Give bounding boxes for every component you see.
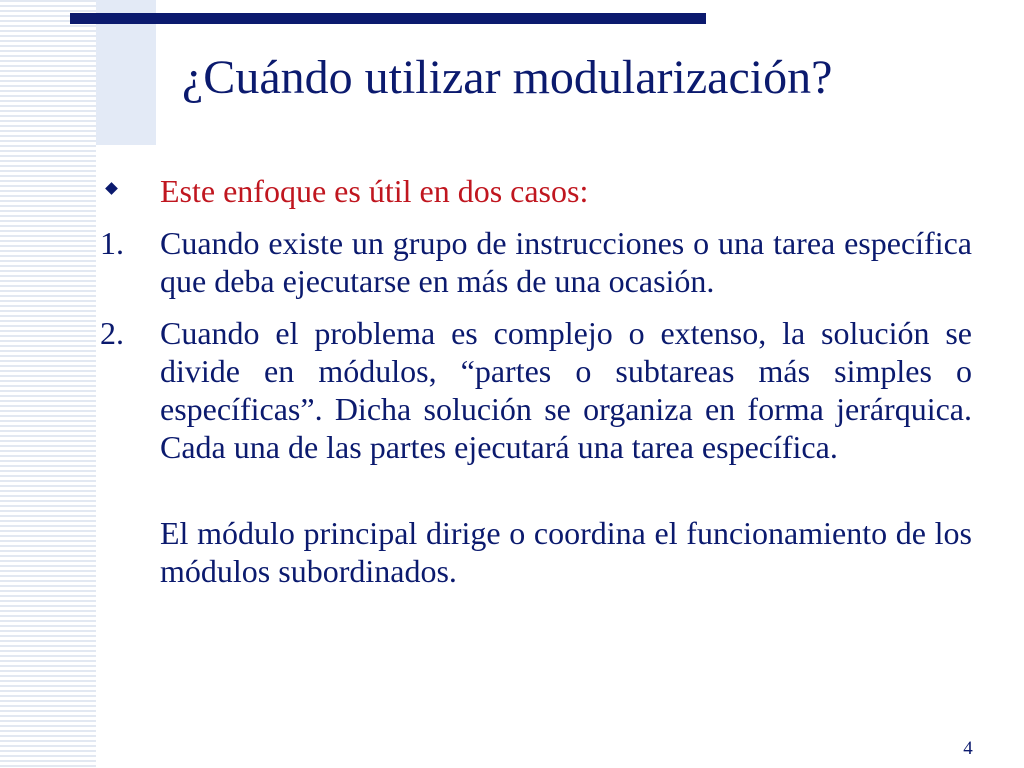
list-item-text: Cuando existe un grupo de instrucciones o una tarea específica que deba ejecutarse en más de una ocasión.	[160, 225, 972, 299]
list-item-number: 2.	[100, 315, 124, 351]
lead-text: Este enfoque es útil en dos casos:	[160, 173, 589, 209]
diamond-bullet-icon	[105, 182, 118, 195]
lead-bullet	[100, 172, 972, 210]
bullet-marker	[100, 172, 160, 210]
list-item-number: 1.	[100, 225, 124, 261]
title-top-bar	[70, 13, 706, 24]
list-item	[100, 224, 972, 300]
slide-title: ¿Cuándo utilizar modularización?	[182, 51, 833, 104]
slide-content	[100, 172, 972, 590]
decorative-stripes	[0, 0, 96, 768]
list-item-text: Cuando el problema es complejo o extenso, la solución se divide en módulos, “partes o subtareas más simples o específicas”. Dicha solución se organiza en forma jerárquica. Cada una de las partes ejecutará una tarea específica.	[160, 315, 972, 465]
list-item	[100, 314, 972, 466]
closing-paragraph: El módulo principal dirige o coordina el funcionamiento de los módulos subordinados.	[160, 515, 972, 589]
page-number: 4	[963, 738, 973, 759]
